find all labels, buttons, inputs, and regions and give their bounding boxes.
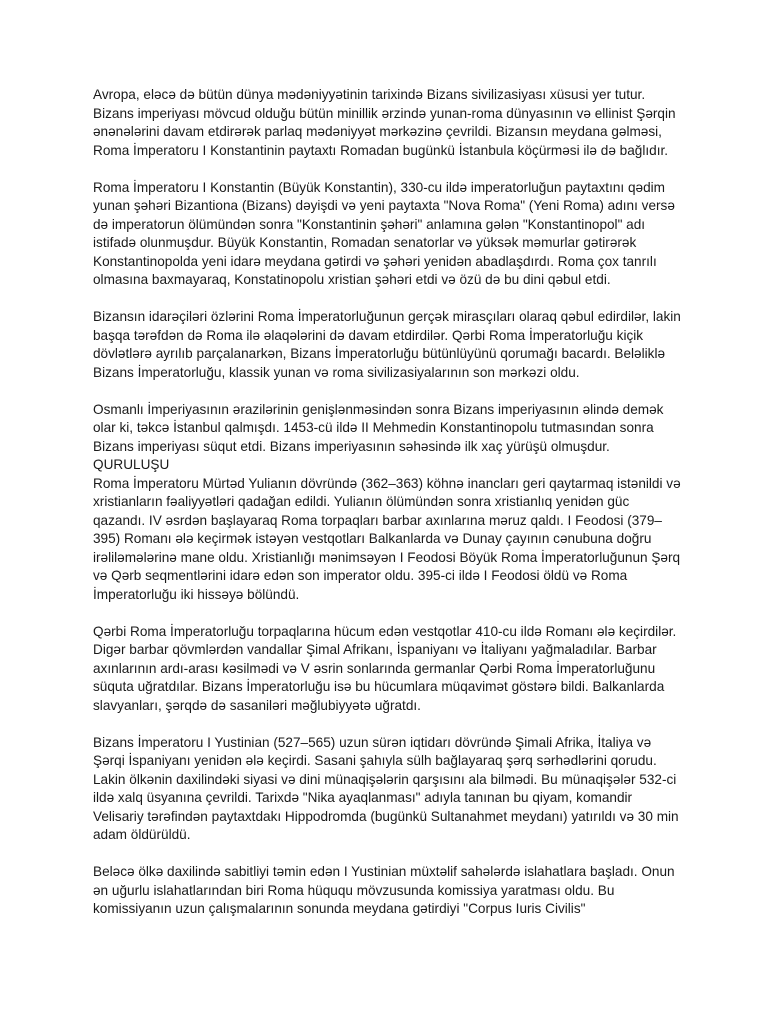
paragraph-vestqotlar: Qərbi Roma İmperatorluğu torpaqlarına hücum edən vestqotlar 410-cu ildə Romanı ələ keçirdilər. Digər barbar qövmlərdən vandallar Şimal Afrikanı, İspaniyanı və İtaliyanı yağmaladılar. Barbar axınlarının ardı-arası kəsilmədi və V əsrin sonlarında germanlar Qərbi Roma İmperatorluğunu süquta uğratdılar. Bizans İmperatorluğu isə bu hücumlara müqavimət göstərə bildi. Balkanlarda slavyanları, şərqdə də sasaniləri məğlubiyyətə uğratdı.: [93, 623, 677, 713]
document-page: [93, 86, 683, 919]
paragraph-yulian: Roma İmperatoru Mürtəd Yulianın dövründə (362–363) köhnə inancları geri qaytarmaq istənildi və xristianların fəaliyyətləri qadağan edildi. Yulianın ölümündən sonra xristianlıq yenidən güc qazandı. IV əsrdən başlayaraq Roma torpaqları barbar axınlarına məruz qaldı. I Feodosi (379–395) Romanı ələ keçirmək istəyən vestqotları Balkanlarda və Dunay çayının cənubuna doğru irəliləmələrinə mane oldu. Xristianlığı mənimsəyən I Feodosi Böyük Roma İmperatorluğunun Şərq və Qərb seqmentlərini idarə edən son imperator oldu. 395-ci ildə I Feodosi öldü və Roma İmperatorluğu iki hissəyə bölündü.: [93, 475, 681, 602]
paragraph-yustinian: Bizans İmperatoru I Yustinian (527–565) uzun sürən iqtidarı dövründə Şimali Afrika, İtaliya və Şərqi İspaniyanı yenidən ələ keçirdi. Sasani şahıyla sülh bağlayaraq şərq sərhədlərini qorudu. Lakin ölkənin daxilindəki siyasi və dini münaqişələrin qarşısını ala bilmədi. Bu münaqişələr 532-ci ildə xalq üsyanına çevrildi. Tarixdə "Nika ayaqlanması" adıyla tanınan bu qiyam, komandir Velisariy tərəfindən paytaxtdakı Hippodromda (bugünkü Sultanahmet meydanı) yatırıldı və 30 min adam öldürüldü.: [93, 734, 679, 842]
paragraph-intro: Avropa, eləcə də bütün dünya mədəniyyətinin tarixində Bizans sivilizasiyası xüsusi yer tutur. Bizans imperiyası mövcud olduğu bütün minillik ərzində yunan-roma dünyasının və ellinist Şərqin ənənələrini davam etdirərək parlaq mədəniyyət mərkəzinə çevrildi. Bizansın meydana gəlməsi, Roma İmperatoru I Konstantinin paytaxtı Romadan bugünkü İstanbula köçürməsi ilə də bağlıdır.: [93, 87, 676, 158]
paragraph-ottoman: Osmanlı İmperiyasının ərazilərinin genişlənməsindən sonra Bizans imperiyasının əlində demək olar ki, təkcə İstanbul qalmışdı. 1453-cü ildə II Mehmedin Konstantinopolu tutmasından sonra Bizans imperiyası süqut etdi. Bizans imperiyasının səhəsində ilk xaç yürüşü olmuşdur.: [93, 401, 664, 454]
paragraph-konstantin: Roma İmperatoru I Konstantin (Büyük Konstantin), 330-cu ildə imperatorluğun paytaxtını qədim yunan şəhəri Bizantiona (Bizans) dəyişdi və yeni paytaxta "Nova Roma" (Yeni Roma) adını versə də imperatorun ölümündən sonra "Konstantinin şəhəri" anlamına gələn "Konstantinopol" adı istifadə olunmuşdur. Büyük Konstantin, Romadan senatorlar və yüksək məmurlar gətirərək Konstantinopolda yeni idarə meydana gətirdi və şəhəri yenidən abadlaşdırdı. Roma çox tanrılı olmasına baxmayaraq, Konstatinopolu xristian şəhəri etdi və özü də bu dini qəbul etdi.: [93, 179, 675, 287]
section-heading: QURULUŞU: [93, 457, 170, 472]
paragraph-heirs: Bizansın idarəçiləri özlərini Roma İmperatorluğunun gerçək mirasçıları olaraq qəbul edirdilər, lakin başqa tərəfdən də Roma ilə əlaqələrini də davam etdirdilər. Qərbi Roma İmperatorluğu kiçik dövlətlərə ayrılıb parçalanarkən, Bizans İmperatorluğu bütünlüyünü qorumağı bacardı. Beləliklə Bizans İmperatorluğu, klassik yunan və roma sivilizasiyalarının son mərkəzi oldu.: [93, 309, 681, 380]
paragraph-reforms: Beləcə ölkə daxilində sabitliyi təmin edən I Yustinian müxtəlif sahələrdə islahatlara başladı. Onun ən uğurlu islahatlarından biri Roma hüququ mövzusunda komissiya yaratması oldu. Bu komissiyanın uzun çalışmalarının sonunda meydana gətirdiyi "Corpus Iuris Civilis": [93, 864, 675, 916]
